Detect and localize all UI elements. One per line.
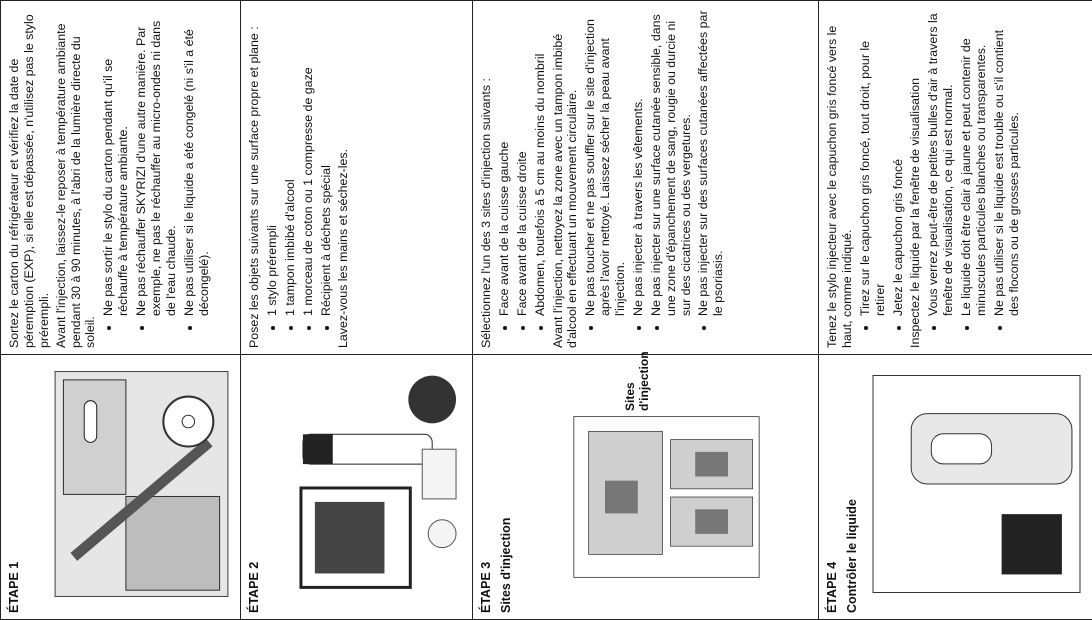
step-4-label: ÉTAPE 4 xyxy=(825,561,839,613)
step-4-intro: Tenez le stylo injecteur avec le capuchon gris foncé vers le haut, comme indiqué. xyxy=(825,25,854,348)
step-4-item: • Tirez sur le capuchon gris foncé, tout droit, pour le retirer xyxy=(858,7,888,316)
step-4-figure-cell xyxy=(819,355,1092,620)
step-3-site: • Face avant de la cuisse droite xyxy=(515,7,530,316)
injection-sites-callout: Sites d'injection xyxy=(623,351,651,411)
step-4-items xyxy=(858,7,906,348)
step-3-bullets xyxy=(583,7,726,348)
step-1-para: Avant l'injection, laissez-le reposer à température ambiante pendant 30 à 90 minutes, à l'abri de la lumière directe du soleil. xyxy=(53,23,98,348)
step-3-text-cell xyxy=(473,1,819,355)
step-4-para: Inspectez le liquide par la fenêtre de visualisation xyxy=(908,77,923,348)
step-1-bullet: • Ne pas sortir le stylo du carton pendant qu'il se réchauffe à température ambiante. xyxy=(101,7,131,316)
step-2-intro: Posez les objets suivants sur une surface propre et plane : xyxy=(247,26,261,348)
step-1-intro: Sortez le carton du réfrigérateur et vérifiez la date de péremption (EXP), si elle est dépassée, n'utilisez pas le stylo prérempli. xyxy=(7,14,51,348)
step-3-intro: Sélectionnez l'un des 3 sites d'injection suivants : xyxy=(479,78,493,348)
step-1-bullet: • Ne pas utiliser si le liquide a été congelé (ni s'il a été décongelé). xyxy=(182,7,212,316)
step-3-bullet: • Ne pas injecter sur une surface cutanée sensible, dans une zone d'épanchement de sang, rougie ou durcie ni sur des cicatrices ou des vergetures. xyxy=(649,7,694,316)
step-4-bullet: • Vous verrez peut-être de petites bulles d'air à travers la fenêtre de visualisation, ce qui est normal. xyxy=(926,7,956,316)
step-2-items xyxy=(265,7,334,348)
step-1-row xyxy=(1,1,241,620)
step-1-figure-cell xyxy=(1,355,241,620)
step-2-label: ÉTAPE 2 xyxy=(247,561,261,613)
step-2-item: • 1 stylo prérempli xyxy=(265,7,280,316)
step-4-row xyxy=(819,1,1092,620)
step-4-item: • Jetez le capuchon gris foncé xyxy=(891,7,906,316)
step-3-bullet: • Ne pas injecter à travers les vêtements. xyxy=(631,7,646,316)
fridge-thermometer-illustration xyxy=(53,367,230,601)
step-1-bullets xyxy=(101,7,211,348)
step-3-bullet: • Ne pas injecter sur des surfaces cutanées affectées par le psoriasis. xyxy=(696,7,726,316)
step-2-text-cell xyxy=(241,1,473,355)
step-2-outro: Lavez-vous les mains et séchez-les. xyxy=(336,148,351,348)
step-3-label: ÉTAPE 3 xyxy=(479,561,493,613)
step-2-item: • 1 tampon imbibé d'alcool xyxy=(283,7,298,316)
step-3-row xyxy=(473,1,819,620)
step-4-text-cell xyxy=(819,1,1092,355)
step-4-bullet: • Le liquide doit être clair à jaune et peut contenir de minuscules particules blanches ou transparentes. xyxy=(959,7,989,316)
step-2-figure-cell xyxy=(241,355,473,620)
step-4-bullet: • Ne pas utiliser si le liquide est trouble ou s'il contient des flocons ou de grosses particules. xyxy=(992,7,1022,316)
step-3-figure-cell xyxy=(473,351,819,620)
step-3-subtitle: Sites d'injection xyxy=(499,517,513,613)
step-1-bullet: • Ne pas réchauffer SKYRIZI d'une autre manière. Par exemple, ne pas le réchauffer au micro-ondes ni dans de l'eau chaude. xyxy=(134,7,179,316)
pen-inspection-illustration xyxy=(871,367,1082,601)
step-3-site: • Face avant de la cuisse gauche xyxy=(497,7,512,316)
step-2-row xyxy=(241,1,473,620)
step-3-sites xyxy=(497,7,548,348)
step-4-bullets xyxy=(926,7,1021,348)
step-4-subtitle: Contrôler le liquide xyxy=(845,499,859,613)
step-1-label: ÉTAPE 1 xyxy=(7,561,21,613)
step-3-para: Avant l'injection, nettoyez la zone avec un tampon imbibé d'alcool en effectuant un mouvement circulaire. xyxy=(550,33,580,348)
step-2-item: • Récipient à déchets spécial xyxy=(319,7,334,316)
step-2-item: • 1 morceau de coton ou 1 compresse de gaze xyxy=(301,7,316,316)
step-3-site: • Abdomen, toutefois à 5 cm au moins du nombril xyxy=(533,7,548,316)
step-3-bullet: • Ne pas toucher et ne pas souffler sur le site d'injection après l'avoir nettoyé. Laissez sécher la peau avant l'injection. xyxy=(583,7,628,316)
injection-sites-illustration xyxy=(525,415,808,579)
step-1-text-cell xyxy=(1,1,241,355)
supplies-illustration xyxy=(293,367,462,601)
